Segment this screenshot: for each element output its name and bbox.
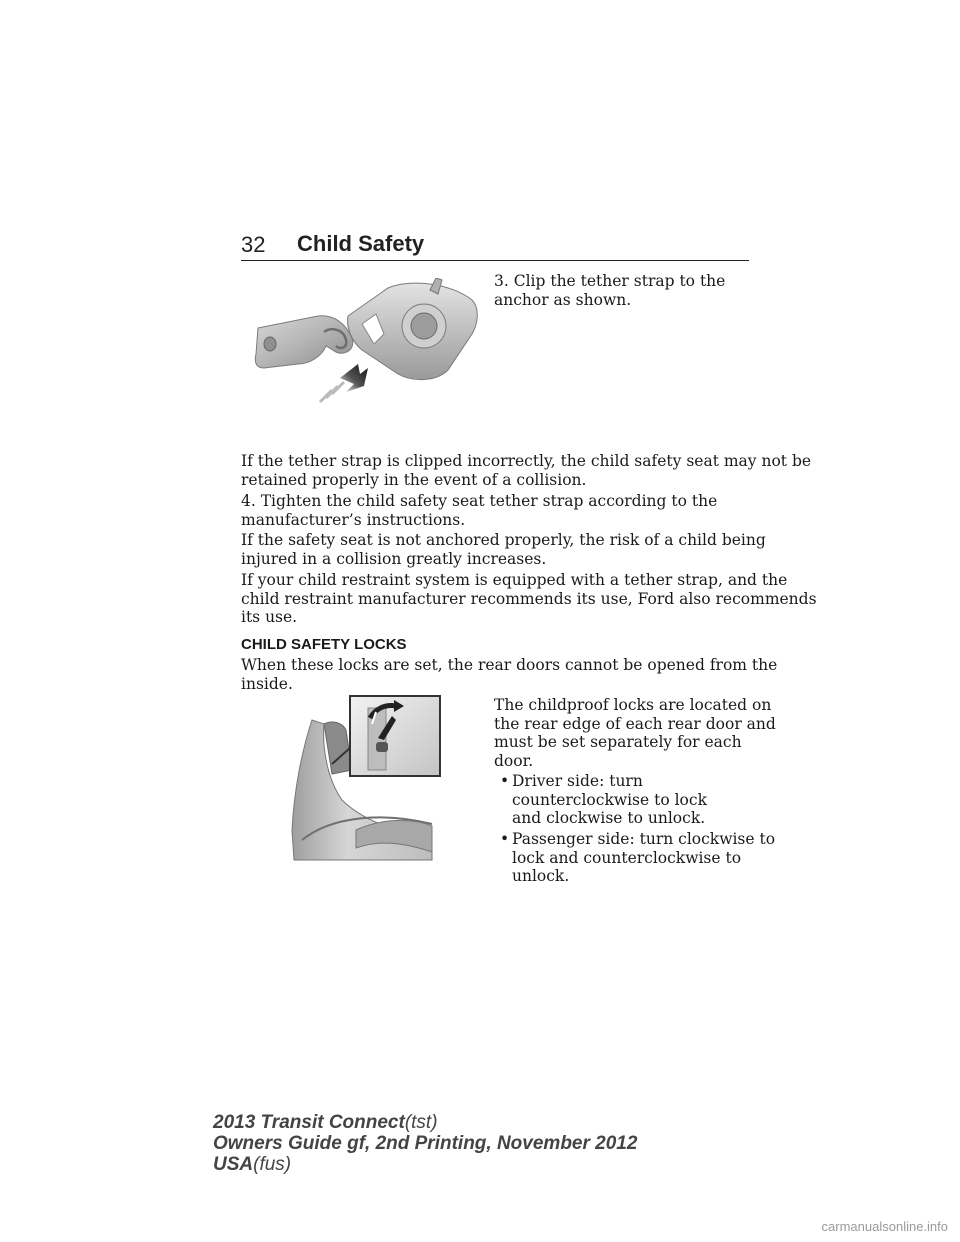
anchor-bracket-icon bbox=[348, 278, 478, 380]
watermark: carmanualsonline.info bbox=[821, 1219, 948, 1234]
insert-arrow-icon bbox=[320, 364, 368, 402]
tether-recommend-paragraph: If your child restraint system is equipped with a tether strap, and the child restraint manufacturer recommends its use, Ford also recommends its use. bbox=[241, 571, 817, 626]
section-heading: CHILD SAFETY LOCKS bbox=[241, 636, 407, 653]
document-footer: 2013 Transit Connect(tst) Owners Guide gf, 2nd Printing, November 2012 USA(fus) bbox=[213, 1112, 638, 1175]
locks-location-paragraph: The childproof locks are located on the rear edge of each rear door and must be set separately for each door. bbox=[494, 696, 776, 770]
locks-intro-paragraph: When these locks are set, the rear doors cannot be opened from the inside. bbox=[241, 656, 778, 693]
anchor-warning-paragraph: If the safety seat is not anchored properly, the risk of a child being injured in a collision greatly increases. bbox=[241, 531, 766, 568]
tether-incorrect-paragraph: If the tether strap is clipped incorrectly, the child safety seat may not be retained properly in the event of a collision. bbox=[241, 452, 812, 489]
bullet-passenger-side: • Passenger side: turn clockwise to lock and counterclockwise to unlock. bbox=[500, 830, 776, 885]
tether-anchor-illustration bbox=[252, 278, 480, 406]
page-number: 32 bbox=[241, 232, 266, 257]
chapter-title: Child Safety bbox=[297, 231, 425, 256]
bullet-dot: • bbox=[500, 830, 510, 848]
child-lock-door-illustration bbox=[272, 690, 452, 862]
step-4-text: 4. Tighten the child safety seat tether strap according to the manufacturer’s instructions. bbox=[241, 492, 718, 529]
step-3-text: 3. Clip the tether strap to the anchor as shown. bbox=[494, 272, 726, 309]
lock-detail-inset bbox=[350, 696, 440, 776]
tether-hook-icon bbox=[255, 316, 353, 368]
bullet-driver-side: • Driver side: turn counterclockwise to lock and clockwise to unlock. bbox=[500, 772, 707, 827]
bullet-dot: • bbox=[500, 772, 510, 790]
page-header bbox=[241, 230, 749, 261]
